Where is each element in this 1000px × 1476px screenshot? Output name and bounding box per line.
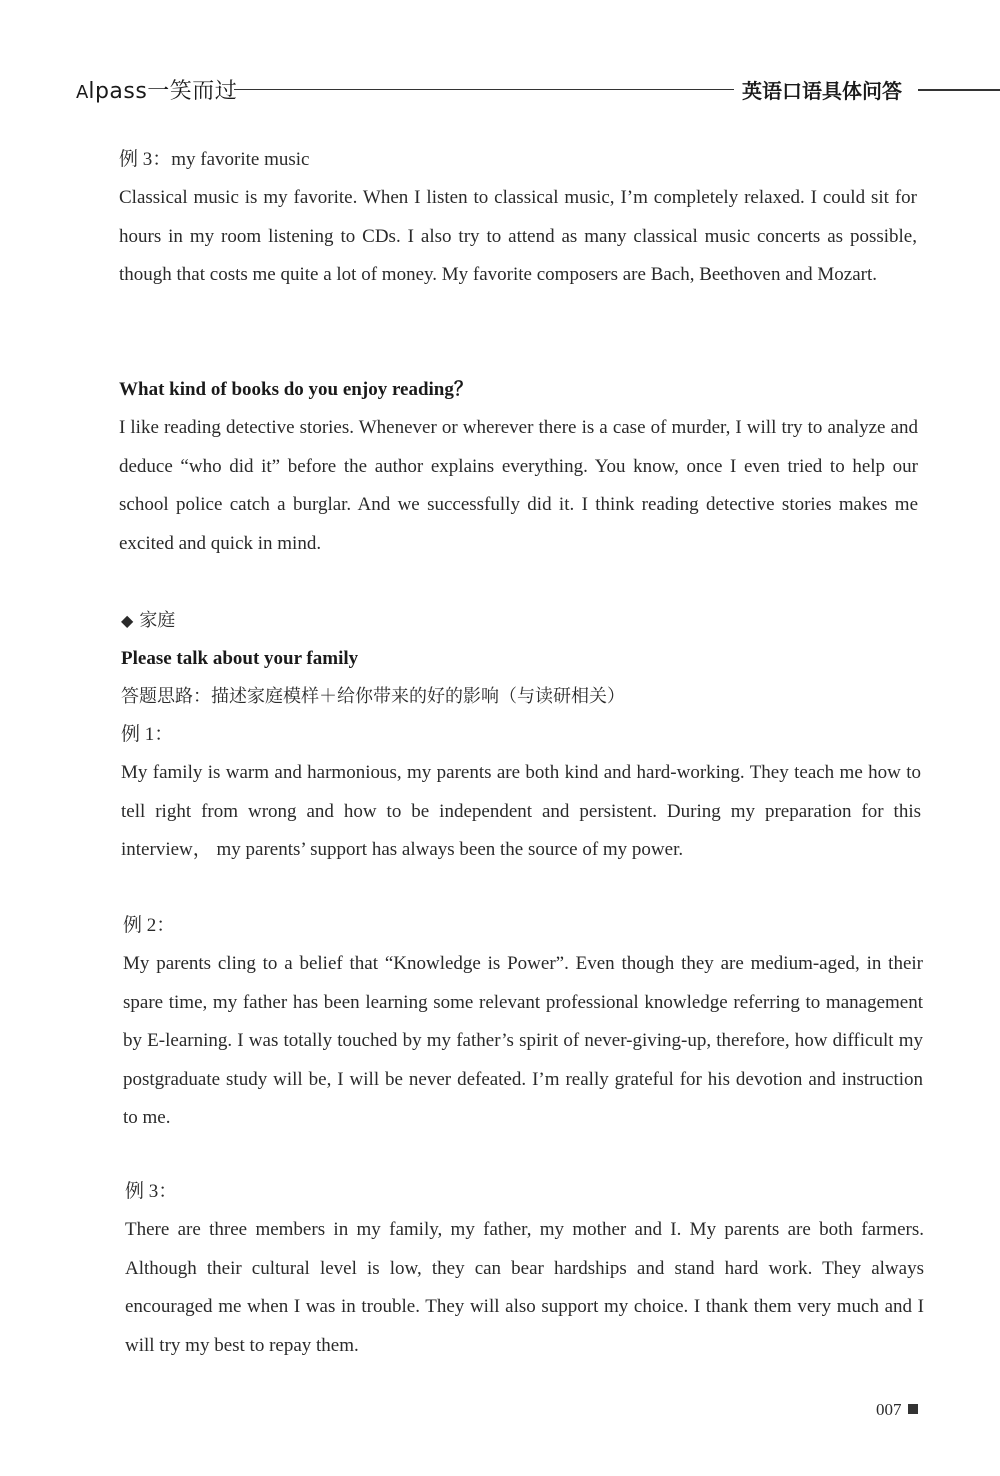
books-question: What kind of books do you enjoy reading？ — [119, 379, 473, 400]
family-section-title: 家庭 — [139, 610, 176, 631]
books-qa — [119, 371, 918, 563]
family-example-3-label: 例 3： — [125, 1181, 178, 1202]
family-example-2 — [123, 907, 923, 1138]
logo-mark-icon: A — [76, 82, 87, 103]
chapter-title: 英语口语具体问答 — [742, 79, 902, 103]
page-header — [0, 70, 1000, 110]
family-approach: 答题思路：描述家庭模样＋给你带来的好的影响（与读研相关） — [121, 686, 625, 707]
family-example-1-text: My family is warm and harmonious, my parents are both kind and hard-working. They teach me how to tell right from wrong and how to be independent and persistent. During my preparation for this interview， my parents’ support has always been the source of my power. — [121, 762, 921, 860]
family-example-2-text: My parents cling to a belief that “Knowledge is Power”. Even though they are medium-aged, in their spare time, my father has been learning some relevant professional knowledge referring to management by E-learning. I was totally touched by my father’s spirit of never-giving-up, therefore, how difficult my postgraduate study will be, I will be never defeated. I’m really grateful for his devotion and instruction to me. — [123, 953, 923, 1128]
header-rule-left — [234, 89, 734, 90]
books-answer: I like reading detective stories. Whenever or wherever there is a case of murder, I will try to analyze and deduce “who did it” before the author explains everything. You know, once I even tried to help our school police catch a burglar. And we successfully did it. I think reading detective stories makes me excited and quick in mind. — [119, 417, 918, 554]
example-3-music-text: Classical music is my favorite. When I listen to classical music, I’m completely relaxed. I could sit for hours in my room listening to CDs. I also try to attend as many classical music concerts as possible, though that costs me quite a lot of money. My favorite composers are Bach, Beethoven and Mozart. — [119, 187, 917, 285]
family-example-3-text: There are three members in my family, my father, my mother and I. My parents are both farmers. Although their cultural level is low, they can bear hardships and stand hard work. They always encouraged me when I was in trouble. They will also support my choice. I thank them very much and I will try my best to repay them. — [125, 1219, 924, 1356]
header-rule-right — [918, 89, 1000, 91]
family-example-1-label: 例 1： — [121, 724, 174, 745]
music-example — [119, 141, 917, 295]
diamond-bullet-icon: ◆ — [121, 611, 134, 630]
page-number-text: 007 — [876, 1400, 902, 1419]
brand-logo — [76, 74, 237, 105]
family-example-3 — [125, 1173, 924, 1365]
page-number — [876, 1398, 918, 1422]
square-marker-icon — [908, 1404, 918, 1414]
family-example-2-label: 例 2： — [123, 915, 176, 936]
logo-text: lpass一笑而过 — [88, 79, 238, 104]
family-section-heading — [121, 602, 921, 640]
example-3-music-label: 例 3：my favorite music — [119, 149, 310, 170]
family-question: Please talk about your family — [121, 648, 359, 669]
family-section — [121, 602, 921, 870]
